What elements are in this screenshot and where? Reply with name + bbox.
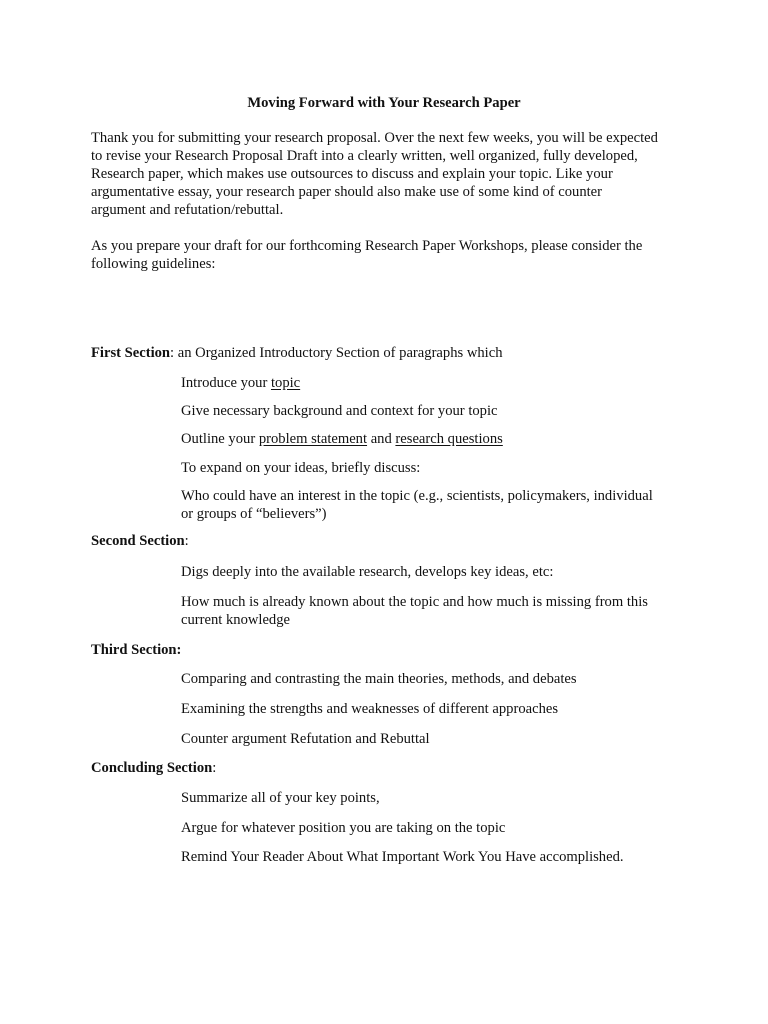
intro-line: Thank you for submitting your research proposal. Over the next few weeks, you will be expected [91, 130, 658, 146]
underlined-term-problem-statement: problem statement [258, 431, 368, 447]
first-section-item-background: Give necessary background and context for your topic [181, 403, 498, 419]
guidelines-line: following guidelines: [91, 256, 216, 272]
first-section-item-outline [181, 430, 681, 448]
item-text: Introduce your [181, 375, 271, 391]
third-section-item-counter: Counter argument Refutation and Rebuttal [181, 731, 430, 747]
second-section-item-research: Digs deeply into the available research, develops key ideas, etc: [181, 564, 554, 580]
item-text: Outline your [181, 431, 259, 447]
intro-paragraph [91, 129, 691, 219]
first-section-label: First Section [91, 345, 171, 361]
item-line: current knowledge [181, 612, 291, 628]
second-section-item-knowledge [181, 593, 681, 629]
underlined-term-research-questions: research questions [395, 431, 503, 447]
item-line: or groups of “believers”) [181, 506, 327, 522]
first-section-item-expand: To expand on your ideas, briefly discuss: [181, 460, 421, 476]
second-section-heading [91, 532, 691, 550]
first-section-heading [91, 344, 691, 362]
guidelines-line: As you prepare your draft for our forthcoming Research Paper Workshops, please consider the [91, 238, 643, 254]
concluding-section-item-summarize: Summarize all of your key points, [181, 790, 380, 806]
second-section-label: Second Section [91, 533, 185, 549]
first-section-description: : an Organized Introductory Section of paragraphs which [170, 345, 503, 361]
third-section-heading: Third Section: [91, 642, 182, 658]
second-section-colon: : [184, 533, 189, 549]
concluding-section-item-argue: Argue for whatever position you are taking on the topic [181, 820, 506, 836]
intro-line: argument and refutation/rebuttal. [91, 202, 284, 218]
item-line: How much is already known about the topic and how much is missing from this [181, 594, 648, 610]
concluding-section-colon: : [212, 760, 217, 776]
item-text: and [367, 431, 396, 447]
concluding-section-heading [91, 759, 691, 777]
intro-line: argumentative essay, your research paper should also make use of some kind of counter [91, 184, 603, 200]
intro-line: to revise your Research Proposal Draft into a clearly written, well organized, fully developed, [91, 148, 638, 164]
first-section-item-interest [181, 487, 681, 523]
item-line: Who could have an interest in the topic (e.g., scientists, policymakers, individual [181, 488, 653, 504]
third-section-item-examine: Examining the strengths and weaknesses of different approaches [181, 701, 559, 717]
concluding-section-item-remind: Remind Your Reader About What Important Work You Have accomplished. [181, 849, 624, 865]
intro-line: Research paper, which makes use outsources to discuss and explain your topic. Like your [91, 166, 613, 182]
document-title: Moving Forward with Your Research Paper [247, 95, 521, 111]
underlined-term-topic: topic [270, 375, 301, 391]
guidelines-paragraph [91, 237, 691, 273]
concluding-section-label: Concluding Section [91, 760, 213, 776]
first-section-item-topic [181, 374, 681, 392]
third-section-item-compare: Comparing and contrasting the main theories, methods, and debates [181, 671, 577, 687]
